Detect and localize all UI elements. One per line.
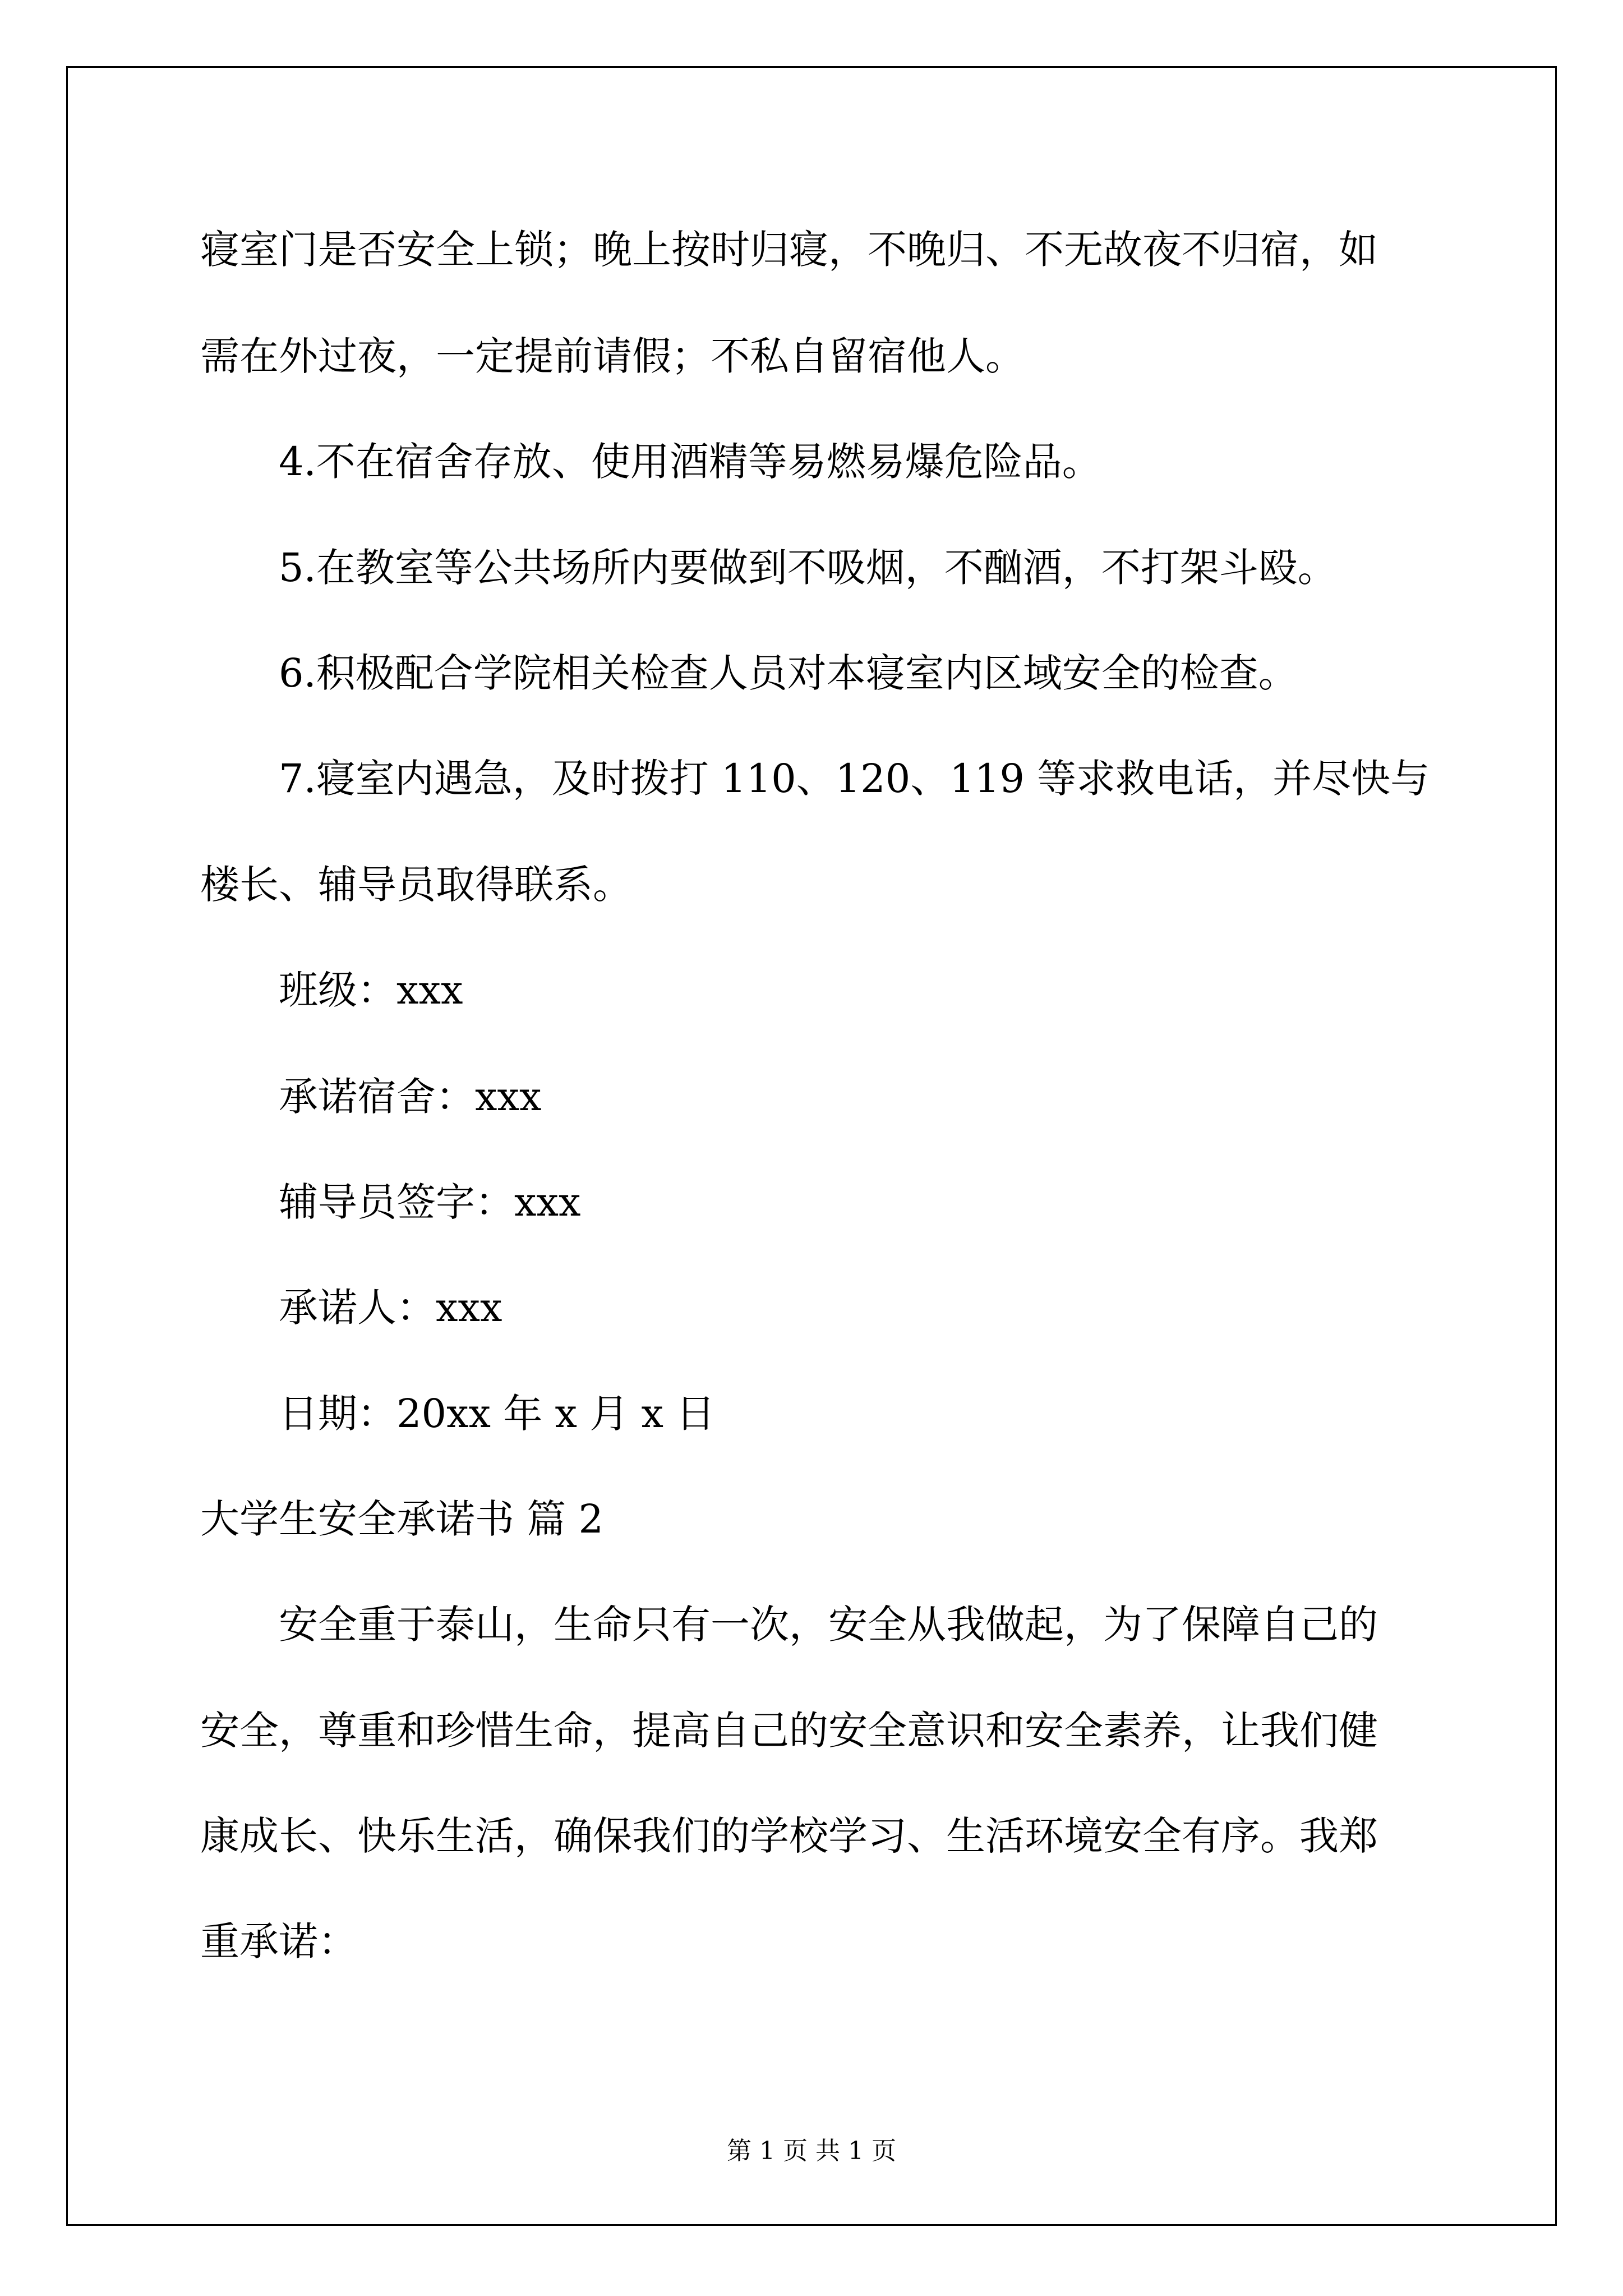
list-item: 7.寝室内遇急，及时拨打 110、120、119 等求救电话，并尽快与 xyxy=(279,756,1430,802)
page-footer xyxy=(0,2134,1623,2168)
text-line: 康成长、快乐生活，确保我们的学校学习、生活环境安全有序。我郑 xyxy=(200,1813,1378,1859)
text-line: 寝室门是否安全上锁；晚上按时归寝，不晚归、不无故夜不归宿，如 xyxy=(200,227,1378,273)
counselor-signature-field: 辅导员签字：xxx xyxy=(279,1179,581,1225)
page-border xyxy=(66,66,1557,2226)
class-field: 班级：xxx xyxy=(279,967,463,1013)
text-line: 楼长、辅导员取得联系。 xyxy=(200,862,632,908)
date-field: 日期：20xx 年 x 月 x 日 xyxy=(279,1391,716,1437)
text-line: 安全重于泰山，生命只有一次，安全从我做起，为了保障自己的 xyxy=(279,1602,1378,1648)
promisor-field: 承诺人：xxx xyxy=(279,1285,502,1331)
page-number: 第 1 页 共 1 页 xyxy=(727,2137,896,2165)
section-title: 大学生安全承诺书 篇 2 xyxy=(200,1496,604,1542)
text-line: 重承诺： xyxy=(200,1918,357,1964)
text-line: 安全，尊重和珍惜生命，提高自己的安全意识和安全素养，让我们健 xyxy=(200,1708,1378,1754)
list-item: 5.在教室等公共场所内要做到不吸烟，不酗酒，不打架斗殴。 xyxy=(279,545,1337,591)
dormitory-field: 承诺宿舍：xxx xyxy=(279,1074,542,1120)
list-item: 4.不在宿舍存放、使用酒精等易燃易爆危险品。 xyxy=(279,439,1101,485)
list-item: 6.积极配合学院相关检查人员对本寝室内区域安全的检查。 xyxy=(279,650,1298,696)
text-line: 需在外过夜，一定提前请假；不私自留宿他人。 xyxy=(200,333,1025,379)
